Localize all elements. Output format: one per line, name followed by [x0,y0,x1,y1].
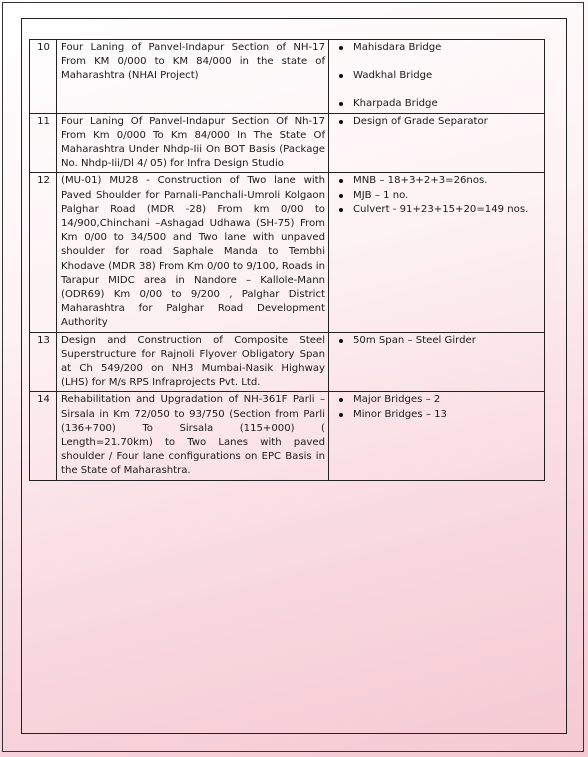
table-row [30,392,545,480]
table-row [30,173,545,332]
project-details [329,40,545,114]
serial-number: 12 [30,173,57,332]
serial-number: 13 [30,332,57,392]
serial-number: 14 [30,392,57,480]
serial-number: 10 [30,40,57,114]
serial-number: 11 [30,113,57,173]
details-list [333,41,541,112]
project-description: (MU-01) MU28 - Construction of Two lane with Paved Shoulder for Parnali-Panchali-Umroli Kolgaon Palghar Road (MDR -28) From km 0/00 to 14/900,Chinchani –Ashagad Udhawa (SH-75) From Km 0/00 to 34/500 and Two lane with unpaved shoulder for road Saphale Manda to Tembhi Khodave (MDR 38) From Km 0/00 to 9/100, Roads in Tarapur MIDC area in Nandore – Kallole-Mann (ODR69) Km 0/00 to 9/200 , Palghar District Maharashtra for Palghar Road Development Authority [57,173,329,332]
table-row [30,113,545,173]
details-list [333,334,541,348]
detail-item: Kharpada Bridge [333,97,541,111]
details-list [333,393,541,421]
table-row [30,332,545,392]
project-details [329,332,545,392]
project-description: Four Laning Of Panvel-Indapur Section Of Nh-17 From Km 0/000 To Km 84/000 In The State Of Maharashtra Under Nhdp-Iii On BOT Basis (Package No. Nhdp-Iii/Dl 4/ 05) for Infra Design Studio [57,113,329,173]
projects-table [29,39,545,481]
detail-item: MNB – 18+3+2+3=26nos. [333,174,541,188]
project-description: Design and Construction of Composite Steel Superstructure for Rajnoli Flyover Obligatory Span at Ch 549/200 on NH3 Mumbai-Nasik Highway (LHS) for M/s RPS Infraprojects Pvt. Ltd. [57,332,329,392]
project-description: Four Laning of Panvel-Indapur Section of NH-17 From KM 0/000 to KM 84/000 in the state of Maharashtra (NHAI Project) [57,40,329,114]
details-list [333,115,541,129]
table-row [30,40,545,114]
project-details [329,173,545,332]
detail-item: Major Bridges – 2 [333,393,541,407]
detail-item: Culvert - 91+23+15+20=149 nos. [333,203,541,217]
detail-item: Design of Grade Separator [333,115,541,129]
detail-item: Minor Bridges – 13 [333,408,541,422]
details-list [333,174,541,217]
project-details [329,113,545,173]
detail-item: 50m Span – Steel Girder [333,334,541,348]
project-details [329,392,545,480]
detail-item: Mahisdara Bridge [333,41,541,55]
detail-item: MJB – 1 no. [333,189,541,203]
project-description: Rehabilitation and Upgradation of NH-361F Parli – Sirsala in Km 72/050 to 93/750 (Section from Parli (136+700) To Sirsala (115+000) ( Length=21.70km) to Two Lanes with paved shoulder / Four lane configurations on EPC Basis in the State of Maharashtra. [57,392,329,480]
detail-item: Wadkhal Bridge [333,69,541,83]
